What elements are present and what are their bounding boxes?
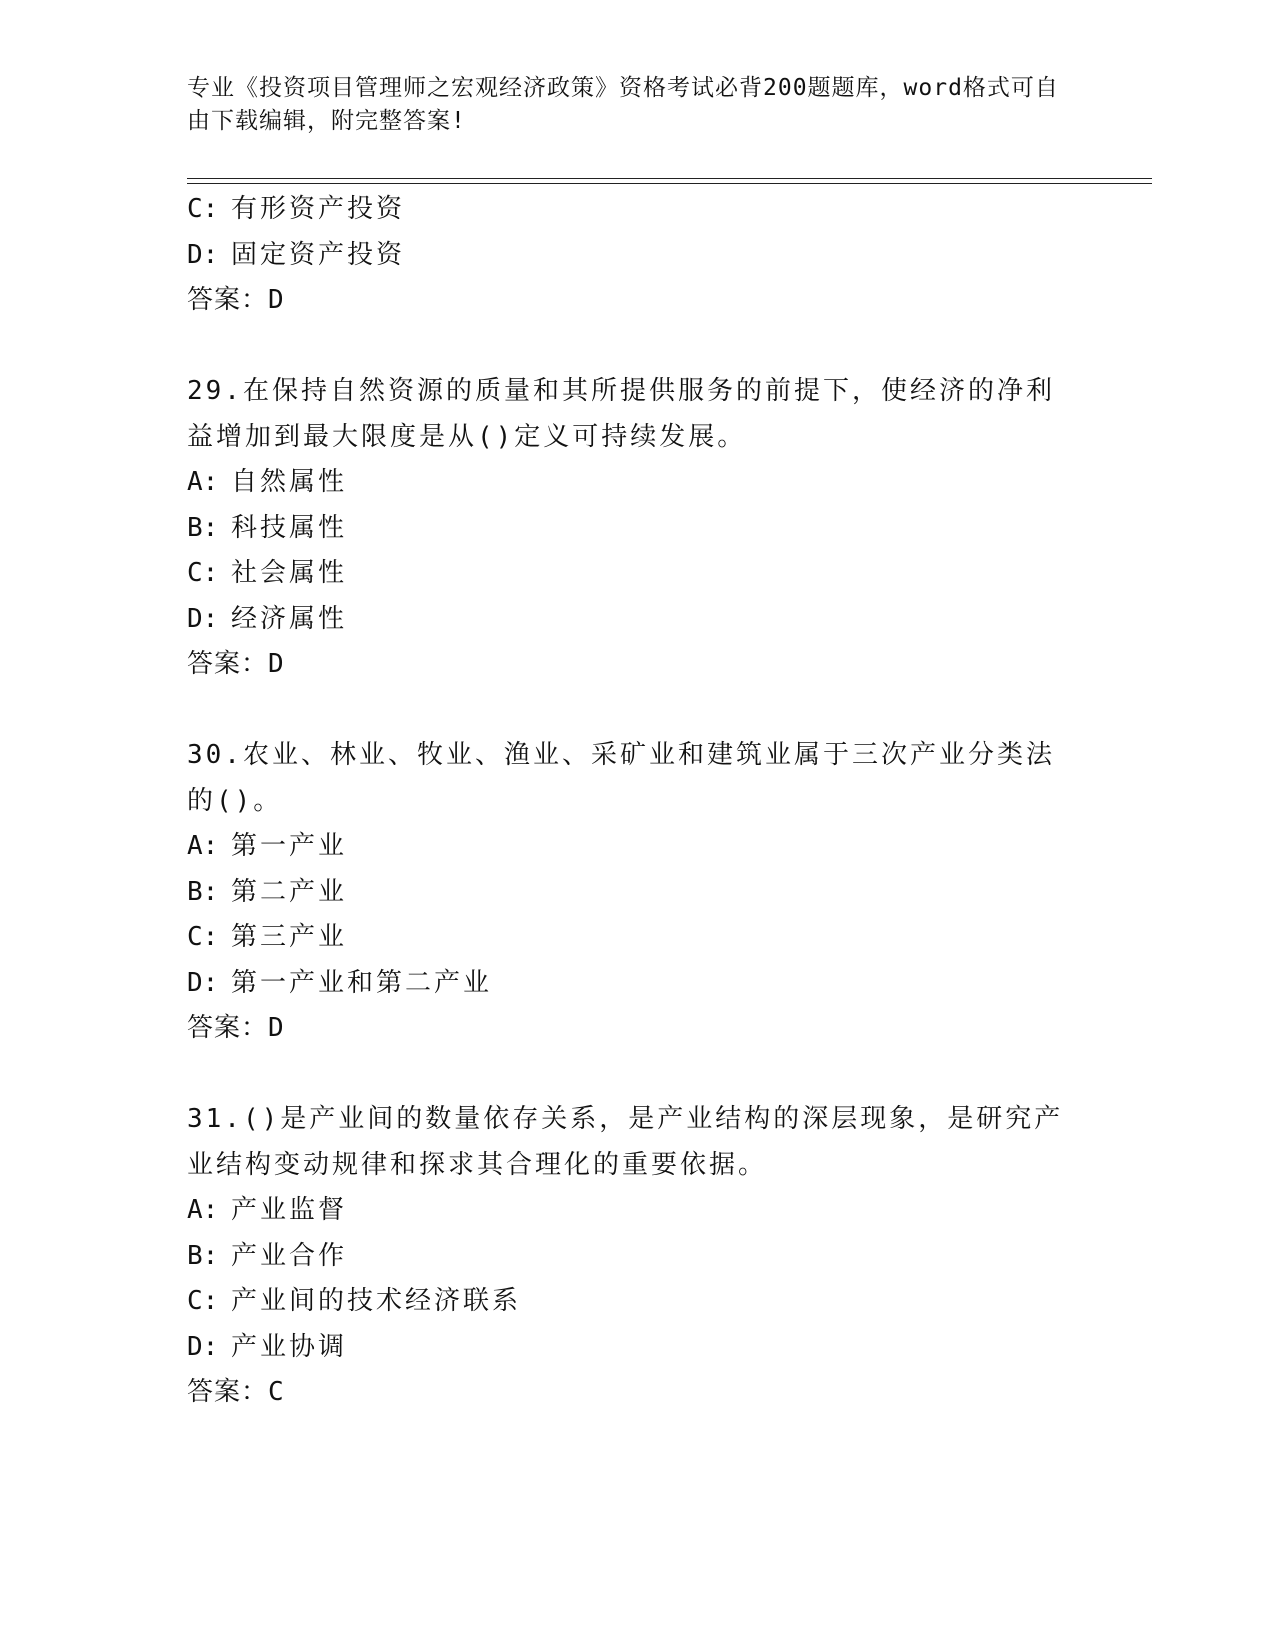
option-b: B: 产业合作 xyxy=(187,1240,348,1271)
question-29 xyxy=(187,369,1087,688)
question-text: 30.农业、林业、牧业、渔业、采矿业和建筑业属于三次产业分类法的()。 xyxy=(187,740,1055,816)
option-c: C: 有形资产投资 xyxy=(187,194,406,224)
question-30 xyxy=(187,733,1087,1052)
header-rule-top xyxy=(187,178,1152,179)
option-c: C: 第三产业 xyxy=(187,922,348,952)
option-c: C: 产业间的技术经济联系 xyxy=(187,1286,522,1316)
option-a: A: 产业监督 xyxy=(187,1195,348,1225)
spacer xyxy=(187,688,1087,734)
option-b: B: 第二产业 xyxy=(187,876,348,907)
spacer xyxy=(187,1052,1087,1098)
question-31 xyxy=(187,1097,1087,1416)
option-d: D: 固定资产投资 xyxy=(187,239,406,270)
option-c: C: 社会属性 xyxy=(187,558,348,588)
option-d: D: 第一产业和第二产业 xyxy=(187,967,493,998)
spacer xyxy=(187,324,1087,370)
question-28-continuation xyxy=(187,187,1087,324)
option-d: D: 产业协调 xyxy=(187,1331,348,1362)
document-header: 专业《投资项目管理师之宏观经济政策》资格考试必背200题题库，word格式可自由下载编辑，附完整答案! xyxy=(187,75,1059,134)
option-a: A: 第一产业 xyxy=(187,831,348,861)
answer-line: 答案：D xyxy=(187,1013,285,1043)
option-a: A: 自然属性 xyxy=(187,467,348,497)
option-d: D: 经济属性 xyxy=(187,603,348,634)
header-rule-bottom xyxy=(187,183,1152,184)
answer-line: 答案：C xyxy=(187,1377,285,1407)
answer-line: 答案：D xyxy=(187,285,285,315)
question-text: 29.在保持自然资源的质量和其所提供服务的前提下，使经济的净利益增加到最大限度是从()定义可持续发展。 xyxy=(187,376,1055,452)
question-list xyxy=(187,187,1087,1416)
option-b: B: 科技属性 xyxy=(187,512,348,543)
question-text: 31.()是产业间的数量依存关系，是产业结构的深层现象，是研究产业结构变动规律和探求其合理化的重要依据。 xyxy=(187,1104,1064,1180)
answer-line: 答案：D xyxy=(187,649,285,679)
